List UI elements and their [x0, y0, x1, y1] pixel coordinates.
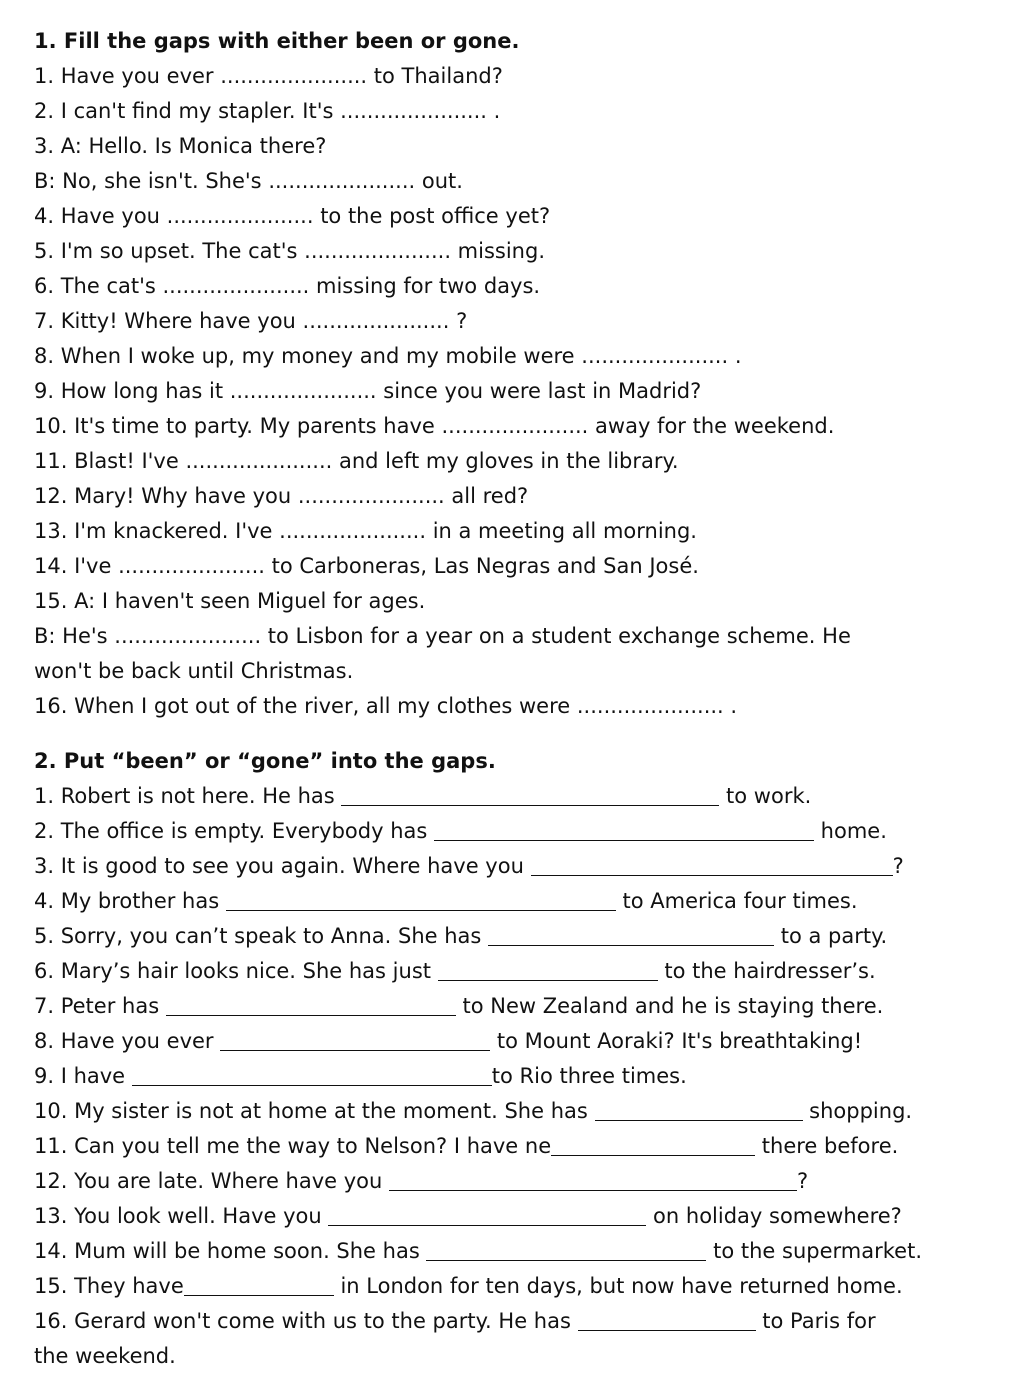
answer-blank[interactable] [434, 818, 814, 841]
exercise2-item-4 [34, 884, 1000, 919]
answer-blank[interactable] [166, 993, 456, 1016]
item-text: 4. Have you [34, 204, 167, 228]
item-text: 15. A: I haven't seen Miguel for ages. [34, 589, 426, 613]
exercise1-item-8 [34, 339, 1000, 374]
answer-blank[interactable] [531, 853, 893, 876]
exercise1-item-12 [34, 479, 1000, 514]
answer-blank[interactable] [595, 1098, 803, 1121]
exercise2-item-5 [34, 919, 1000, 954]
exercise1-item-10 [34, 409, 1000, 444]
item-text: . [486, 99, 501, 123]
item-text: B: No, she isn't. She's [34, 169, 269, 193]
answer-gap[interactable]: ...................... [576, 694, 724, 718]
item-text: 13. I'm knackered. I've [34, 519, 280, 543]
item-text: 10. My sister is not at home at the moment. She has [34, 1099, 595, 1123]
item-text: to Paris for [755, 1309, 876, 1333]
item-text: to work. [719, 784, 812, 808]
item-text: ? [449, 309, 468, 333]
item-text: there before. [755, 1134, 899, 1158]
item-text: 9. How long has it [34, 379, 230, 403]
item-text: to Lisbon for a year on a student exchange scheme. He [261, 624, 851, 648]
exercise2-item-3 [34, 849, 1000, 884]
item-text: and left my gloves in the library. [332, 449, 679, 473]
exercise2-item-12 [34, 1164, 1000, 1199]
item-text: the weekend. [34, 1344, 176, 1368]
answer-blank[interactable] [438, 958, 658, 981]
item-text: 1. Have you ever [34, 64, 221, 88]
exercise2-item-8 [34, 1024, 1000, 1059]
item-text: 11. Can you tell me the way to Nelson? I have ne [34, 1134, 552, 1158]
item-text: to Thailand? [367, 64, 503, 88]
answer-blank[interactable] [184, 1273, 334, 1296]
item-text: to the hairdresser’s. [657, 959, 876, 983]
item-text: missing for two days. [309, 274, 541, 298]
answer-gap[interactable]: ...................... [162, 274, 310, 298]
item-text: 14. Mum will be home soon. She has [34, 1239, 427, 1263]
item-text: 3. It is good to see you again. Where have you [34, 854, 531, 878]
answer-gap[interactable]: ...................... [220, 64, 368, 88]
answer-blank[interactable] [328, 1203, 646, 1226]
item-text: 10. It's time to party. My parents have [34, 414, 442, 438]
answer-blank[interactable] [132, 1063, 492, 1086]
item-text: 11. Blast! I've [34, 449, 186, 473]
exercise2-item-16a [34, 1304, 1000, 1339]
answer-gap[interactable]: ...................... [118, 554, 265, 578]
exercise2-item-9 [34, 1059, 1000, 1094]
answer-gap[interactable]: ...................... [297, 484, 445, 508]
item-text: B: He's [34, 624, 115, 648]
item-text: . [728, 344, 742, 368]
item-text: 12. You are late. Where have you [34, 1169, 390, 1193]
item-text: to Carboneras, Las Negras and San José. [264, 554, 699, 578]
item-text: to Rio three times. [491, 1064, 687, 1088]
item-text: 2. I can't find my stapler. It's [34, 99, 341, 123]
exercise1-item-4 [34, 199, 1000, 234]
item-text: to New Zealand and he is staying there. [455, 994, 884, 1018]
exercise1-item-9 [34, 374, 1000, 409]
item-text: 8. Have you ever [34, 1029, 221, 1053]
item-text: on holiday somewhere? [646, 1204, 902, 1228]
answer-blank[interactable] [389, 1168, 797, 1191]
item-text: 12. Mary! Why have you [34, 484, 298, 508]
exercise2-item-1 [34, 779, 1000, 814]
answer-gap[interactable]: ...................... [268, 169, 416, 193]
item-text: 5. Sorry, you can’t speak to Anna. She has [34, 924, 489, 948]
exercise1-item-5 [34, 234, 1000, 269]
item-text: 1. Robert is not here. He has [34, 784, 342, 808]
answer-gap[interactable]: ...................... [114, 624, 262, 648]
item-text: 2. The office is empty. Everybody has [34, 819, 434, 843]
exercise1-item-13 [34, 514, 1000, 549]
answer-gap[interactable]: ...................... [441, 414, 589, 438]
item-text: 4. My brother has [34, 889, 226, 913]
exercise2-item-11 [34, 1129, 1000, 1164]
exercise1-item-16 [34, 689, 1000, 724]
item-text: won't be back until Christmas. [34, 659, 354, 683]
item-text: 7. Peter has [34, 994, 166, 1018]
item-text: 7. Kitty! Where have you [34, 309, 303, 333]
answer-blank[interactable] [426, 1238, 706, 1261]
exercise2-item-15 [34, 1269, 1000, 1304]
item-text: 16. When I got out of the river, all my clothes were [34, 694, 577, 718]
item-text: missing. [451, 239, 545, 263]
exercise1-item-6 [34, 269, 1000, 304]
answer-gap[interactable]: ...................... [340, 99, 487, 123]
answer-blank[interactable] [578, 1308, 756, 1331]
item-text: 15. They have [34, 1274, 184, 1298]
item-text: 14. I've [34, 554, 119, 578]
item-text: 5. I'm so upset. The cat's [34, 239, 305, 263]
item-text: to the supermarket. [706, 1239, 922, 1263]
section-spacer [34, 724, 1000, 744]
item-text: to America four times. [615, 889, 858, 913]
answer-gap[interactable]: ...................... [581, 344, 729, 368]
answer-blank[interactable] [226, 888, 616, 911]
exercise1-item-3b [34, 164, 1000, 199]
item-text: in a meeting all morning. [426, 519, 697, 543]
section1-title: 1. Fill the gaps with either been or gone. [34, 29, 520, 53]
answer-blank[interactable] [220, 1028, 490, 1051]
item-text: away for the weekend. [588, 414, 835, 438]
item-text: 3. A: Hello. Is Monica there? [34, 134, 327, 158]
item-text: 6. The cat's [34, 274, 163, 298]
answer-gap[interactable]: ...................... [279, 519, 427, 543]
exercise1-item-2 [34, 94, 1000, 129]
item-text: . [723, 694, 738, 718]
item-text: 16. Gerard won't come with us to the party. He has [34, 1309, 578, 1333]
exercise2-item-10 [34, 1094, 1000, 1129]
item-text: to Mount Aoraki? It's breathtaking! [490, 1029, 863, 1053]
item-text: 9. I have [34, 1064, 132, 1088]
exercise1-item-3a [34, 129, 1000, 164]
item-text: to a party. [774, 924, 888, 948]
exercise2-item-14 [34, 1234, 1000, 1269]
exercise2-item-6 [34, 954, 1000, 989]
item-text: 6. Mary’s hair looks nice. She has just [34, 959, 438, 983]
exercise2-item-7 [34, 989, 1000, 1024]
exercise1-item-14 [34, 549, 1000, 584]
exercise2-item-2 [34, 814, 1000, 849]
item-text: all red? [444, 484, 529, 508]
item-text: in London for ten days, but now have returned home. [333, 1274, 903, 1298]
item-text: out. [415, 169, 463, 193]
answer-blank[interactable] [341, 783, 719, 806]
answer-gap[interactable]: ...................... [185, 449, 333, 473]
exercise2-item-16b [34, 1339, 1000, 1374]
answer-gap[interactable]: ...................... [229, 379, 377, 403]
item-text: 8. When I woke up, my money and my mobile were [34, 344, 582, 368]
exercise1-item-15a [34, 584, 1000, 619]
answer-blank[interactable] [551, 1133, 755, 1156]
exercise1-item-11 [34, 444, 1000, 479]
item-text: ? [797, 1169, 809, 1193]
item-text: shopping. [802, 1099, 913, 1123]
item-text: to the post office yet? [313, 204, 551, 228]
exercise1-item-1 [34, 59, 1000, 94]
answer-gap[interactable]: ...................... [304, 239, 451, 263]
answer-gap[interactable]: ...................... [166, 204, 314, 228]
exercise1-item-15c [34, 654, 1000, 689]
answer-blank[interactable] [488, 923, 774, 946]
item-text: 13. You look well. Have you [34, 1204, 329, 1228]
item-text: home. [814, 819, 887, 843]
exercise1-item-15b [34, 619, 1000, 654]
item-text: ? [892, 854, 904, 878]
section2-title: 2. Put “been” or “gone” into the gaps. [34, 749, 496, 773]
item-text: since you were last in Madrid? [376, 379, 702, 403]
exercise2-item-13 [34, 1199, 1000, 1234]
exercise1-item-7 [34, 304, 1000, 339]
answer-gap[interactable]: ...................... [302, 309, 450, 333]
